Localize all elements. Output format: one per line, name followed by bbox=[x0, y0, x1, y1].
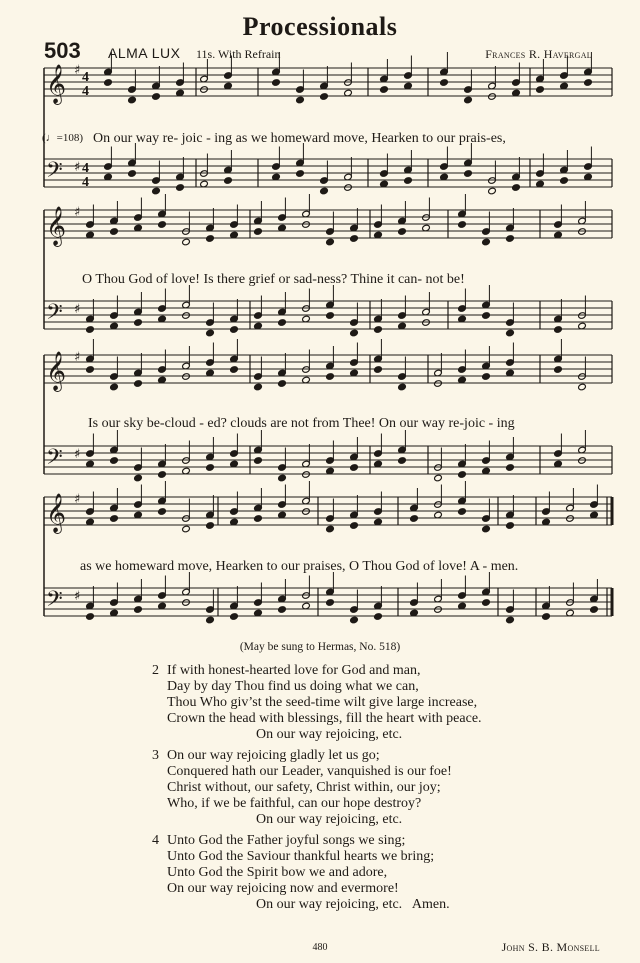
note-head bbox=[326, 312, 335, 320]
verse-line: Who, if we be faithful, can our hope destroy? bbox=[167, 796, 422, 811]
note-head bbox=[482, 312, 491, 320]
hymn-number: 503 bbox=[44, 38, 81, 63]
note-head bbox=[296, 96, 305, 104]
note-head bbox=[296, 170, 305, 178]
note-head bbox=[182, 238, 191, 246]
time-signature-digit: 4 bbox=[82, 84, 89, 99]
note-head bbox=[584, 79, 593, 87]
note-head bbox=[458, 508, 467, 516]
verse-number: 2 bbox=[152, 663, 159, 678]
verse-line: Christ without, our safety, Christ within, our joy; bbox=[167, 780, 441, 795]
meter: 11s. With Refrain bbox=[196, 47, 281, 61]
lyric-line-3: Is our sky be-cloud - ed? clouds are not from Thee! On our way re-joic - ing bbox=[88, 416, 515, 431]
note-head bbox=[482, 599, 491, 607]
note-head bbox=[134, 319, 143, 327]
note-head bbox=[398, 383, 407, 391]
note-head bbox=[350, 329, 359, 337]
note-head bbox=[254, 383, 263, 391]
tempo-marking: (♩=108) bbox=[42, 132, 84, 144]
verse-refrain: On our way rejoicing, etc. bbox=[256, 812, 403, 827]
note-head bbox=[464, 96, 473, 104]
note-head bbox=[128, 96, 137, 104]
note-head bbox=[536, 86, 545, 94]
verse-line: Unto God the Saviour thankful hearts we bring; bbox=[167, 849, 435, 864]
note-head bbox=[560, 177, 569, 185]
note-head bbox=[506, 522, 515, 530]
treble-clef-icon: 𝄞 bbox=[46, 351, 67, 391]
note-head bbox=[374, 366, 383, 374]
time-signature-digit: 4 bbox=[82, 70, 89, 85]
note-head bbox=[434, 474, 443, 482]
verse-line: Thou Who giv’st the seed-time wilt give large increase, bbox=[167, 695, 478, 710]
note-head bbox=[158, 221, 167, 229]
note-head bbox=[110, 383, 119, 391]
sharp-icon: ♯ bbox=[74, 589, 81, 604]
note-head bbox=[110, 515, 119, 523]
note-head bbox=[176, 184, 185, 192]
note-head bbox=[128, 170, 137, 178]
verse-refrain: On our way rejoicing, etc. bbox=[256, 727, 403, 742]
note-head bbox=[320, 187, 329, 195]
note-head bbox=[134, 474, 143, 482]
lyric-line-2: O Thou God of love! Is there grief or sad-ness? Thine it can- not be! bbox=[82, 272, 465, 287]
note-head bbox=[254, 515, 263, 523]
sharp-icon: ♯ bbox=[74, 302, 81, 317]
note-head bbox=[512, 184, 521, 192]
note-head bbox=[230, 326, 239, 334]
note-head bbox=[458, 221, 467, 229]
verse-line: On our way rejoicing gladly let us go; bbox=[167, 748, 380, 763]
note-head bbox=[440, 79, 449, 87]
verse-line: Day by day Thou find us doing what we can, bbox=[167, 679, 419, 694]
bass-clef-icon: 𝄢 bbox=[46, 300, 63, 330]
note-head bbox=[278, 606, 287, 614]
note-head bbox=[152, 187, 161, 195]
note-head bbox=[152, 93, 161, 101]
note-head bbox=[272, 79, 281, 87]
note-head bbox=[482, 373, 491, 381]
note-head bbox=[206, 616, 215, 624]
note-head bbox=[554, 366, 563, 374]
verse-line: On our way rejoicing now and evermore! bbox=[167, 881, 399, 896]
bass-clef-icon: 𝄢 bbox=[46, 445, 63, 475]
note-head bbox=[506, 464, 515, 472]
note-head bbox=[374, 326, 383, 334]
music-author: Frances R. Havergal bbox=[485, 47, 592, 61]
note-head bbox=[398, 457, 407, 465]
note-head bbox=[326, 238, 335, 246]
note-head bbox=[482, 525, 491, 533]
lyric-line-4: as we homeward move, Hearken to our praises, O Thou God of love! A - men. bbox=[80, 559, 519, 574]
verse-number: 3 bbox=[152, 748, 159, 763]
note-head bbox=[254, 228, 263, 236]
note-head bbox=[410, 515, 419, 523]
verse-line: Crown the head with blessings, fill the heart with peace. bbox=[167, 711, 482, 726]
note-head bbox=[278, 380, 287, 388]
treble-clef-icon: 𝄞 bbox=[46, 206, 67, 246]
note-head bbox=[224, 177, 233, 185]
note-head bbox=[206, 329, 215, 337]
bass-clef-icon: 𝄢 bbox=[46, 158, 63, 188]
alternate-tune-note: (May be sung to Hermas, No. 518) bbox=[239, 641, 401, 653]
note-head bbox=[590, 606, 599, 614]
note-head bbox=[350, 522, 359, 530]
note-head bbox=[278, 319, 287, 327]
note-head bbox=[350, 616, 359, 624]
note-head bbox=[158, 508, 167, 516]
note-head bbox=[206, 235, 215, 243]
note-head bbox=[110, 228, 119, 236]
verse-line: If with honest-hearted love for God and man, bbox=[167, 663, 421, 678]
treble-clef-icon: 𝄞 bbox=[46, 64, 67, 104]
sharp-icon: ♯ bbox=[74, 492, 81, 507]
note-head bbox=[326, 599, 335, 607]
note-head bbox=[158, 471, 167, 479]
time-signature-digit: 4 bbox=[82, 161, 89, 176]
note-head bbox=[86, 613, 95, 621]
note-head bbox=[506, 329, 515, 337]
note-head bbox=[404, 177, 413, 185]
note-head bbox=[230, 366, 239, 374]
time-signature-digit: 4 bbox=[82, 175, 89, 190]
note-head bbox=[374, 613, 383, 621]
note-head bbox=[554, 326, 563, 334]
sharp-icon: ♯ bbox=[74, 350, 81, 365]
verse-number: 4 bbox=[152, 833, 159, 848]
tune-name: ALMA LUX bbox=[108, 45, 181, 61]
sharp-icon: ♯ bbox=[74, 160, 81, 175]
bass-clef-icon: 𝄢 bbox=[46, 587, 63, 617]
note-head bbox=[350, 235, 359, 243]
lyric-line-1: On our way re- joic - ing as we homeward move, Hearken to our prais-es, bbox=[93, 131, 506, 146]
note-head bbox=[464, 170, 473, 178]
note-head bbox=[182, 525, 191, 533]
note-head bbox=[86, 326, 95, 334]
note-head bbox=[488, 187, 497, 195]
note-head bbox=[278, 474, 287, 482]
treble-clef-icon: 𝄞 bbox=[46, 493, 67, 533]
note-head bbox=[206, 522, 215, 530]
note-head bbox=[458, 471, 467, 479]
verse-line: Conquered hath our Leader, vanquished is our foe! bbox=[167, 764, 452, 779]
poet: John S. B. Monsell bbox=[501, 940, 600, 954]
note-head bbox=[326, 373, 335, 381]
note-head bbox=[482, 238, 491, 246]
sharp-icon: ♯ bbox=[74, 205, 81, 220]
page-number: 480 bbox=[312, 942, 328, 953]
note-head bbox=[380, 86, 389, 94]
note-head bbox=[326, 525, 335, 533]
note-head bbox=[398, 228, 407, 236]
sharp-icon: ♯ bbox=[74, 63, 81, 78]
verse-line: Unto God the Father joyful songs we sing; bbox=[167, 833, 406, 848]
note-head bbox=[542, 613, 551, 621]
verse-refrain: On our way rejoicing, etc. Amen. bbox=[256, 897, 450, 912]
page-title: Processionals bbox=[242, 12, 398, 41]
verse-line: Unto God the Spirit bow we and adore, bbox=[167, 865, 388, 880]
sharp-icon: ♯ bbox=[74, 447, 81, 462]
note-head bbox=[506, 616, 515, 624]
note-head bbox=[350, 464, 359, 472]
note-head bbox=[134, 606, 143, 614]
note-head bbox=[230, 613, 239, 621]
note-head bbox=[86, 366, 95, 374]
note-head bbox=[578, 383, 587, 391]
note-head bbox=[320, 93, 329, 101]
note-head bbox=[206, 464, 215, 472]
note-head bbox=[506, 235, 515, 243]
note-head bbox=[110, 457, 119, 465]
note-head bbox=[104, 79, 113, 87]
note-head bbox=[254, 457, 263, 465]
note-head bbox=[134, 380, 143, 388]
